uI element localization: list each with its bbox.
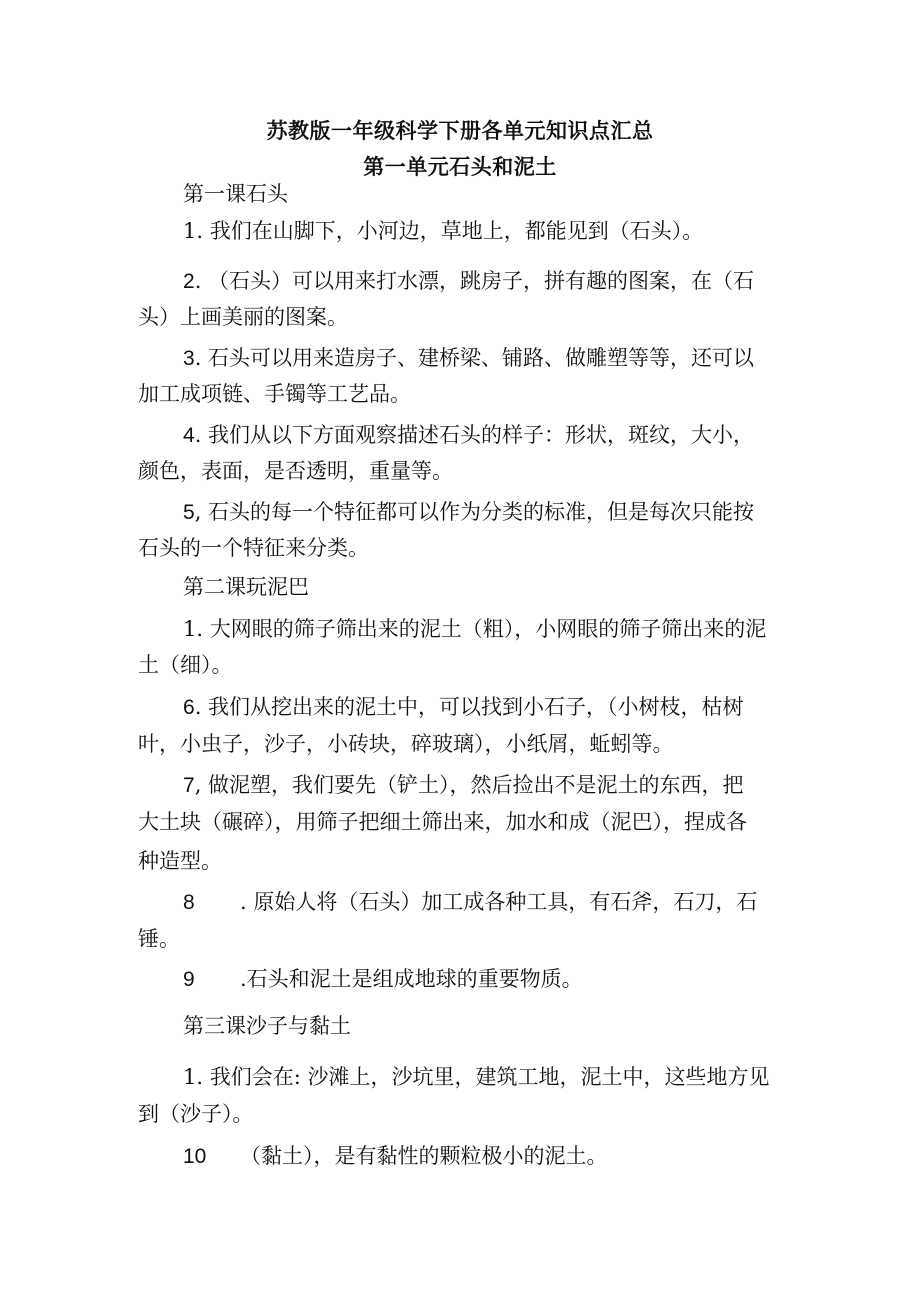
item-number: 9 [183,968,195,991]
lesson-1-item-4-line-1 [183,416,788,455]
lesson-2-item-1-line-2: 土（细）。 [138,653,233,677]
item-text: .石头和泥土是组成地球的重要物质。 [240,967,583,991]
lesson-2-item-8-line-1 [183,883,788,922]
lesson-1-item-5-line-2: 石头的一个特征来分类。 [138,536,369,560]
lesson-2-item-8-line-2: 锤。 [138,927,180,951]
item-number: 2 [183,270,195,293]
item-text: . 石头可以用来造房子、建桥梁、铺路、做雕塑等等，还可以 [194,346,755,370]
lesson-2-item-6-line-2: 叶，小虫子，沙子，小砖块，碎玻璃），小纸屑，蚯蚓等。 [138,732,674,756]
lesson-2-item-7-line-3: 种造型。 [138,849,222,873]
lesson-1-item-2-line-2: 头）上画美丽的图案。 [138,305,348,329]
item-text: . 我们从以下方面观察描述石头的样子：形状，斑纹，大小， [194,423,755,447]
lesson-1-item-2-line-1 [183,262,788,301]
lesson-2-heading: 第二课玩泥巴 [183,575,309,599]
item-text: . （石头）可以用来打水漂，跳房子，拼有趣的图案，在（石 [194,269,755,293]
item-number: 6 [183,696,195,719]
lesson-1-item-4-line-2: 颜色，表面，是否透明，重量等。 [138,459,453,483]
lesson-2-item-9 [183,960,788,999]
item-text: . 原始人将（石头）加工成各种工具，有石斧，石刀，石 [240,890,758,914]
lesson-1-item-3-line-1 [183,339,788,378]
unit-title: 第一单元石头和泥土 [363,155,557,179]
lesson-3-heading: 第三课沙子与黏土 [183,1014,351,1038]
item-number: 4 [183,424,195,447]
lesson-3-item-1-line-2: 到（沙子）。 [138,1102,254,1126]
lesson-1-item-3-line-2: 加工成项链、手镯等工艺品。 [138,382,411,406]
lesson-2-item-7-line-2: 大土块（碾碎），用筛子把细土筛出来，加水和成（泥巴），捏成各 [138,810,747,834]
item-number: 3 [183,347,195,370]
lesson-3-item-10 [183,1137,788,1176]
lesson-2-item-6-line-1 [183,688,788,727]
lesson-1-heading: 第一课石头 [183,182,288,206]
lesson-2-item-1-line-1: 1. 大网眼的筛子筛出来的泥土（粗），小网眼的筛子筛出来的泥 [183,617,767,641]
lesson-1-item-5-line-1 [183,493,788,532]
lesson-3-item-1-line-1: 1. 我们会在: 沙滩上，沙坑里，建筑工地，泥土中，这些地方见 [183,1065,770,1089]
lesson-1-item-1: 1. 我们在山脚下，小河边，草地上，都能见到（石头）。 [183,219,704,243]
item-number: 10 [183,1145,207,1168]
item-number: 5 [183,501,195,524]
document-title: 苏教版一年级科学下册各单元知识点汇总 [266,119,654,143]
item-text: , 做泥塑，我们要先（铲土），然后捡出不是泥土的东西，把 [194,773,744,797]
lesson-2-item-7-line-1 [183,766,788,805]
item-number: 8 [183,891,195,914]
item-text: , 石头的每一个特征都可以作为分类的标准，但是每次只能按 [194,500,755,524]
item-text: . 我们从挖出来的泥土中，可以找到小石子，（小树枝，枯树 [194,695,744,719]
item-number: 7 [183,774,195,797]
item-text: （黏土），是有黏性的颗粒极小的泥土。 [240,1144,608,1168]
